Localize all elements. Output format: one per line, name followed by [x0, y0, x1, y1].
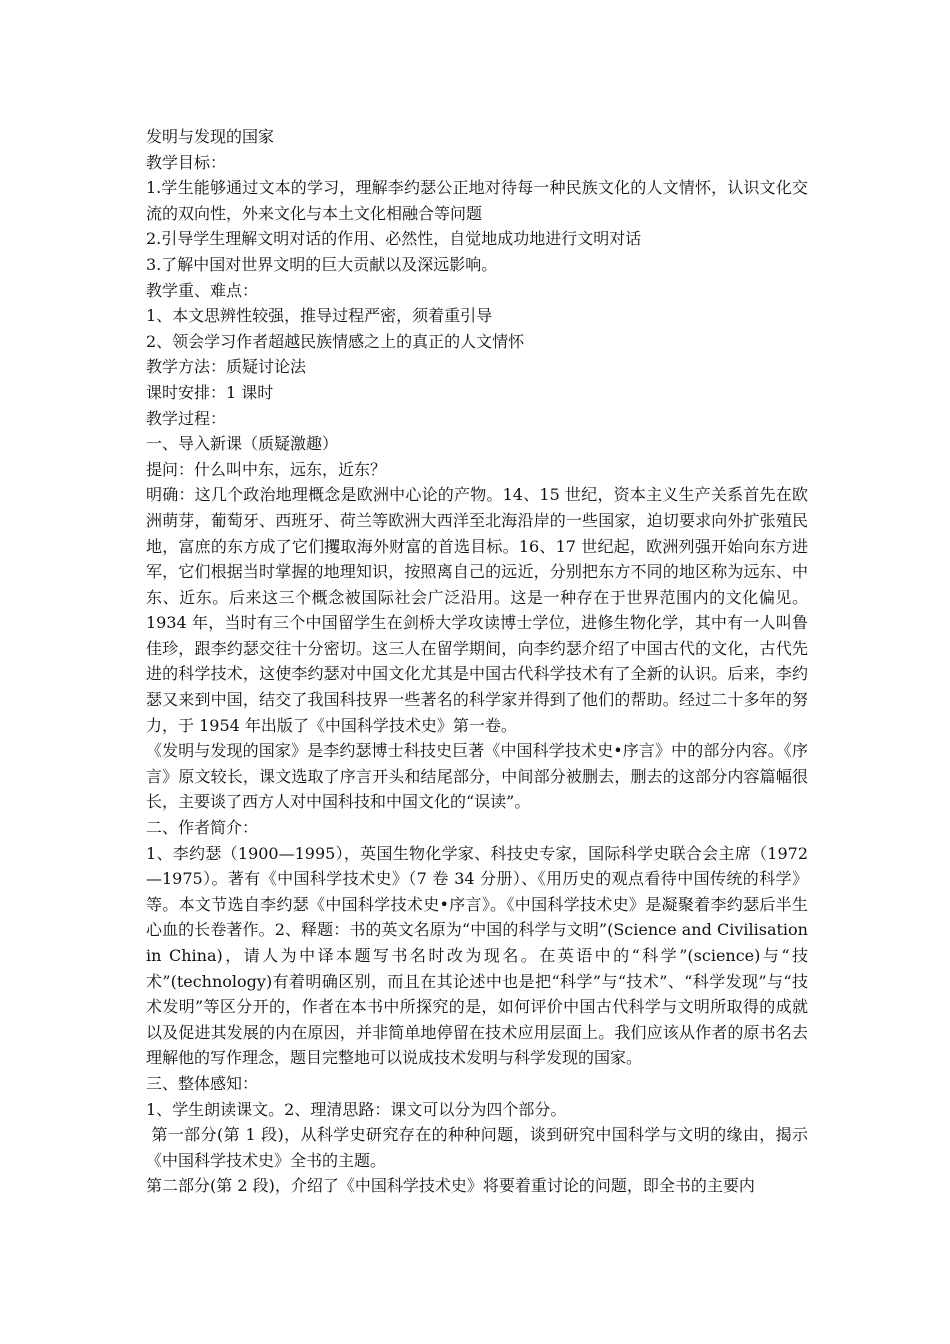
- process-heading: 教学过程：: [146, 408, 227, 428]
- question-text: 提问：什么叫中东，远东，近东？: [146, 459, 387, 479]
- intro-paragraph: 《发明与发现的国家》是李约瑟博士科技史巨著《中国科学技术史•序言》中的部分内容。《序言》原文较长，课文选取了序言开头和结尾部分，中间部分被删去，删去的这部分内容篇幅很长，主要谈了西方人对中国科技和中国文化的“误读”。: [146, 741, 808, 812]
- class-schedule: 课时安排：1 课时: [146, 382, 274, 402]
- overview-line: 1、学生朗读课文。2、理清思路：课文可以分为四个部分。: [146, 1099, 567, 1119]
- document-title: 发明与发现的国家: [146, 127, 275, 146]
- teaching-method: 教学方法：质疑讨论法: [146, 357, 307, 377]
- key-points-heading: 教学重、难点：: [146, 280, 259, 300]
- section-2-heading: 二、作者简介：: [146, 818, 259, 838]
- goal-item-1: 1.学生能够通过文本的学习，理解李约瑟公正地对待每一种民族文化的人文情怀，认识文化交流的双向性，外来文化与本土文化相融合等问题: [146, 178, 808, 223]
- section-1-heading: 一、导入新课（质疑激趣）: [146, 434, 339, 454]
- key-point-2: 2、领会学习作者超越民族情感之上的真正的人文情怀: [146, 331, 525, 351]
- part-1-text: 第一部分(第 1 段)，从科学史研究存在的种种问题，谈到研究中国科学与文明的缘由，揭示《中国科学技术史》全书的主题。: [146, 1125, 808, 1170]
- author-paragraph: 1、李约瑟（1900—1995），英国生物化学家、科技史专家，国际科学史联合会主席（1972—1975）。著有《中国科学技术史》（7 卷 34 分册）、《用历史的观点看待中国传统的科学》等。本文节选自李约瑟《中国科学技术史•序言》。《中国科学技术史》是凝聚着李约瑟后半生心血的长卷著作。2、释题：书的英文名原为“中国的科学与文明”(Science and Civilisation in China)，请人为中译本题写书名时改为现名。在英语中的“科学”(science)与“技术”(technology)有着明确区别，而且在其论述中也是把“科学”与“技术”、“科学发现”与“技术发明”等区分开的，作者在本书中所探究的是，如何评价中国古代科学与文明所取得的成就以及促进其发展的内在原因，并非简单地停留在技术应用层面上。我们应该从作者的原书名去理解他的写作理念，题目完整地可以说成技术发明与科学发现的国家。: [146, 843, 808, 1068]
- goal-item-2: 2.引导学生理解文明对话的作用、必然性，自觉地成功地进行文明对话: [146, 229, 642, 249]
- goals-heading: 教学目标：: [146, 152, 227, 172]
- goal-item-3: 3.了解中国对世界文明的巨大贡献以及深远影响。: [146, 254, 498, 274]
- part-1-paragraph: [146, 1122, 808, 1173]
- key-point-1: 1、本文思辨性较强，推导过程严密，须着重引导: [146, 306, 493, 326]
- part-2-paragraph: 第二部分(第 2 段)，介绍了《中国科学技术史》将要着重讨论的问题，即全书的主要内: [146, 1176, 755, 1196]
- section-3-heading: 三、整体感知：: [146, 1073, 259, 1093]
- answer-paragraph: 明确：这几个政治地理概念是欧洲中心论的产物。14、15 世纪，资本主义生产关系首先在欧洲萌芽，葡萄牙、西班牙、荷兰等欧洲大西洋至北海沿岸的一些国家，迫切要求向外扩张殖民地，富庶的东方成了它们攫取海外财富的首选目标。16、17 世纪起，欧洲列强开始向东方进军，它们根据当时掌握的地理知识，按照离自己的远近，分别把东方不同的地区称为远东、中东、近东。后来这三个概念被国际社会广泛沿用。这是一种存在于世界范围内的文化偏见。1934 年，当时有三个中国留学生在剑桥大学攻读博士学位，进修生物化学，其中有一人叫鲁佳珍，跟李约瑟交往十分密切。这三人在留学期间，向李约瑟介绍了中国古代的文化，古代先进的科学技术，这使李约瑟对中国文化尤其是中国古代科学技术有了全新的认识。后来，李约瑟又来到中国，结交了我国科技界一些著名的科学家并得到了他们的帮助。经过二十多年的努力，于 1954 年出版了《中国科学技术史》第一卷。: [146, 485, 808, 735]
- document-page: [146, 124, 808, 1199]
